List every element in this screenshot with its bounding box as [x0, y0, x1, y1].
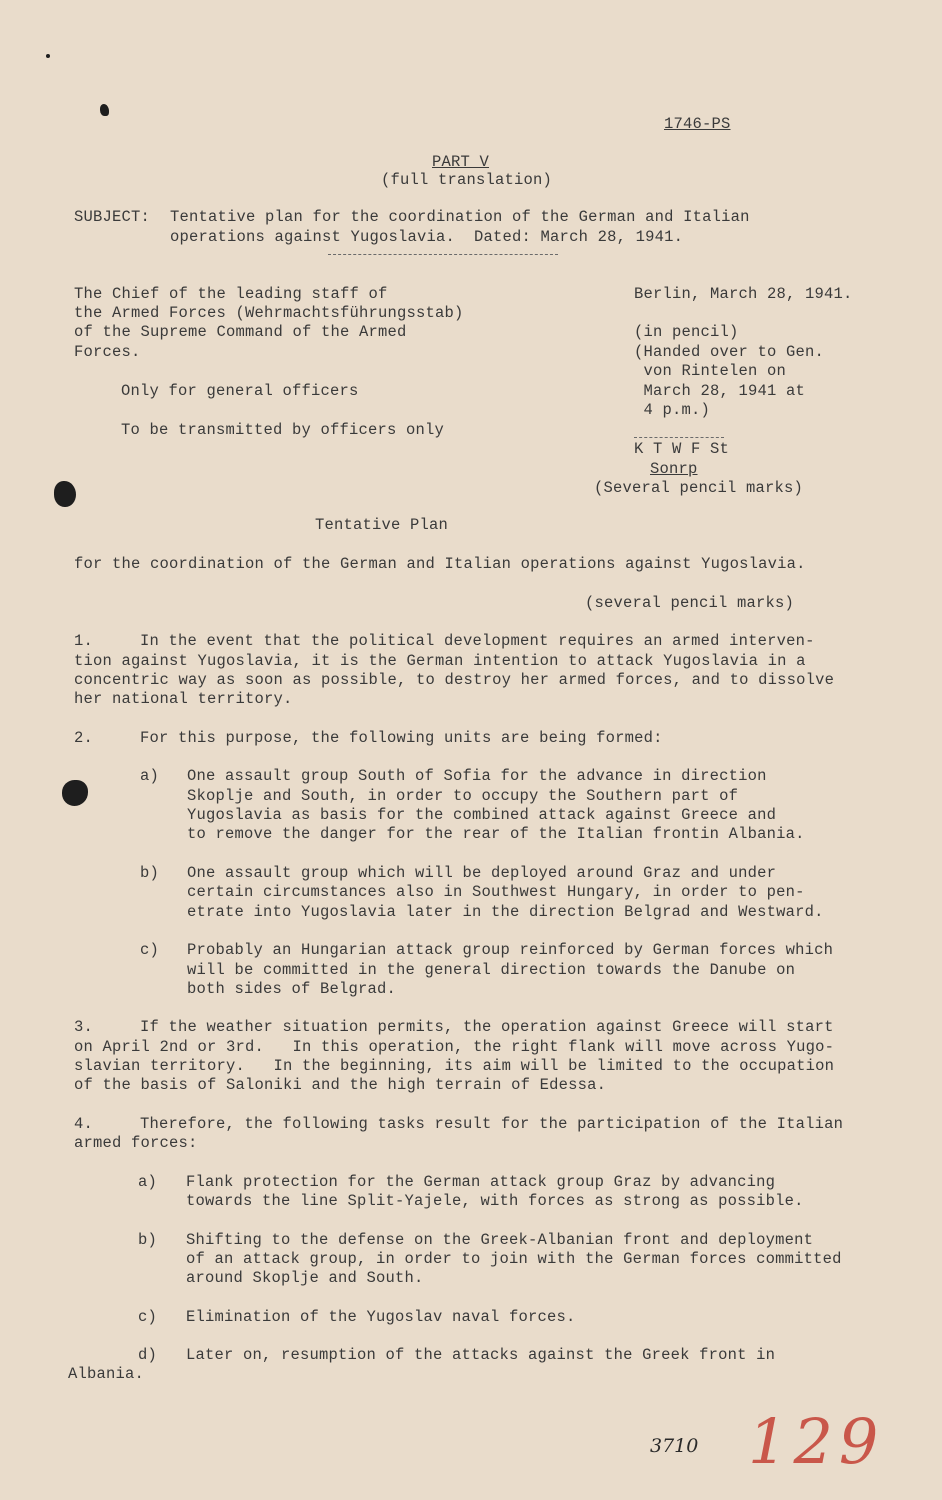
para2b-line-1: One assault group which will be deployed around Graz and under: [187, 864, 777, 882]
para2a-line-2: Skoplje and South, in order to occupy the Southern part of: [187, 787, 739, 805]
para2a-label: a): [140, 767, 160, 785]
document-number: 1746-PS: [664, 115, 731, 133]
para2a-line-3: Yugoslavia as basis for the combined attack against Greece and: [187, 806, 777, 824]
pencil-marks-note-2: (several pencil marks): [585, 594, 795, 612]
para4c-line-1: Elimination of the Yugoslav naval forces.: [186, 1308, 576, 1326]
para4-number: 4.: [74, 1115, 94, 1133]
para2b-line-2: certain circumstances also in Southwest Hungary, in order to pen-: [187, 883, 805, 901]
page-number-handwritten: 129: [748, 1405, 885, 1478]
para2-number: 2.: [74, 729, 94, 747]
pencil-note-1: (in pencil): [634, 323, 739, 341]
archive-number: 3710: [650, 1435, 699, 1457]
pencil-note-2: (Handed over to Gen.: [634, 343, 825, 361]
pencil-note-3: von Rintelen on: [634, 362, 787, 380]
sender-line-2: the Armed Forces (Wehrmachtsführungsstab): [74, 304, 464, 322]
sender-line-1: The Chief of the leading staff of: [74, 285, 388, 303]
stamp-rule: [634, 437, 724, 438]
para4b-line-3: around Skoplje and South.: [186, 1269, 424, 1287]
pencil-note-5: 4 p.m.): [634, 401, 711, 419]
place-date: Berlin, March 28, 1941.: [634, 285, 853, 303]
para1-line-1: In the event that the political development requires an armed interven-: [140, 632, 815, 650]
para4d-label: d): [138, 1346, 158, 1364]
stamp-line-2: Sonrp: [650, 460, 698, 478]
ink-mark: [46, 54, 50, 58]
sender-line-3: of the Supreme Command of the Armed: [74, 323, 407, 341]
sender-line-4: Forces.: [74, 343, 141, 361]
plan-subheading: for the coordination of the German and Italian operations against Yugoslavia.: [74, 555, 806, 573]
punch-hole-mark: [62, 780, 88, 806]
para4d-line-2: Albania.: [68, 1365, 145, 1383]
para4c-label: c): [138, 1308, 158, 1326]
para3-line-1: If the weather situation permits, the operation against Greece will start: [140, 1018, 834, 1036]
para4-line-1: Therefore, the following tasks result for the participation of the Italian: [140, 1115, 844, 1133]
subject-line-1: Tentative plan for the coordination of the German and Italian: [170, 208, 750, 226]
para2c-label: c): [140, 941, 160, 959]
pencil-note-4: March 28, 1941 at: [634, 382, 806, 400]
para2c-line-3: both sides of Belgrad.: [187, 980, 397, 998]
para3-line-2: on April 2nd or 3rd. In this operation, the right flank will move across Yugo-: [74, 1038, 835, 1056]
punch-hole-mark: [54, 481, 76, 507]
para2b-label: b): [140, 864, 160, 882]
para3-number: 3.: [74, 1018, 94, 1036]
para1-line-2: tion against Yugoslavia, it is the German intention to attack Yugoslavia in a: [74, 652, 806, 670]
para4a-line-2: towards the line Split-Yajele, with forces as strong as possible.: [186, 1192, 804, 1210]
para2-intro: For this purpose, the following units are being formed:: [140, 729, 663, 747]
para4a-line-1: Flank protection for the German attack group Graz by advancing: [186, 1173, 776, 1191]
para3-line-4: of the basis of Saloniki and the high terrain of Edessa.: [74, 1076, 607, 1094]
restriction-officers-only: To be transmitted by officers only: [121, 421, 445, 439]
para2c-line-2: will be committed in the general direction towards the Danube on: [187, 961, 796, 979]
para4-line-2: armed forces:: [74, 1134, 198, 1152]
subject-underline: [328, 254, 558, 255]
para4b-line-1: Shifting to the defense on the Greek-Albanian front and deployment: [186, 1231, 814, 1249]
para2a-line-1: One assault group South of Sofia for the advance in direction: [187, 767, 767, 785]
para1-line-4: her national territory.: [74, 690, 293, 708]
part-title: PART V: [432, 153, 490, 171]
para2c-line-1: Probably an Hungarian attack group reinforced by German forces which: [187, 941, 834, 959]
para3-line-3: slavian territory. In the beginning, its aim will be limited to the occupation: [74, 1057, 835, 1075]
subject-label: SUBJECT:: [74, 208, 151, 226]
stamp-line-1: K T W F St: [634, 440, 730, 458]
para4a-label: a): [138, 1173, 158, 1191]
subject-line-2: operations against Yugoslavia. Dated: March 28, 1941.: [170, 228, 684, 246]
para2a-line-4: to remove the danger for the rear of the Italian frontin Albania.: [187, 825, 805, 843]
para4b-line-2: of an attack group, in order to join with the German forces committed: [186, 1250, 842, 1268]
para2b-line-3: etrate into Yugoslavia later in the direction Belgrad and Westward.: [187, 903, 824, 921]
plan-heading: Tentative Plan: [315, 516, 449, 534]
para4b-label: b): [138, 1231, 158, 1249]
ink-mark: [100, 104, 109, 116]
restriction-general-officers: Only for general officers: [121, 382, 359, 400]
pencil-marks-note-1: (Several pencil marks): [594, 479, 804, 497]
translation-note: (full translation): [381, 171, 553, 189]
para1-number: 1.: [74, 632, 94, 650]
para1-line-3: concentric way as soon as possible, to destroy her armed forces, and to dissolve: [74, 671, 835, 689]
para4d-line-1: Later on, resumption of the attacks against the Greek front in: [186, 1346, 776, 1364]
